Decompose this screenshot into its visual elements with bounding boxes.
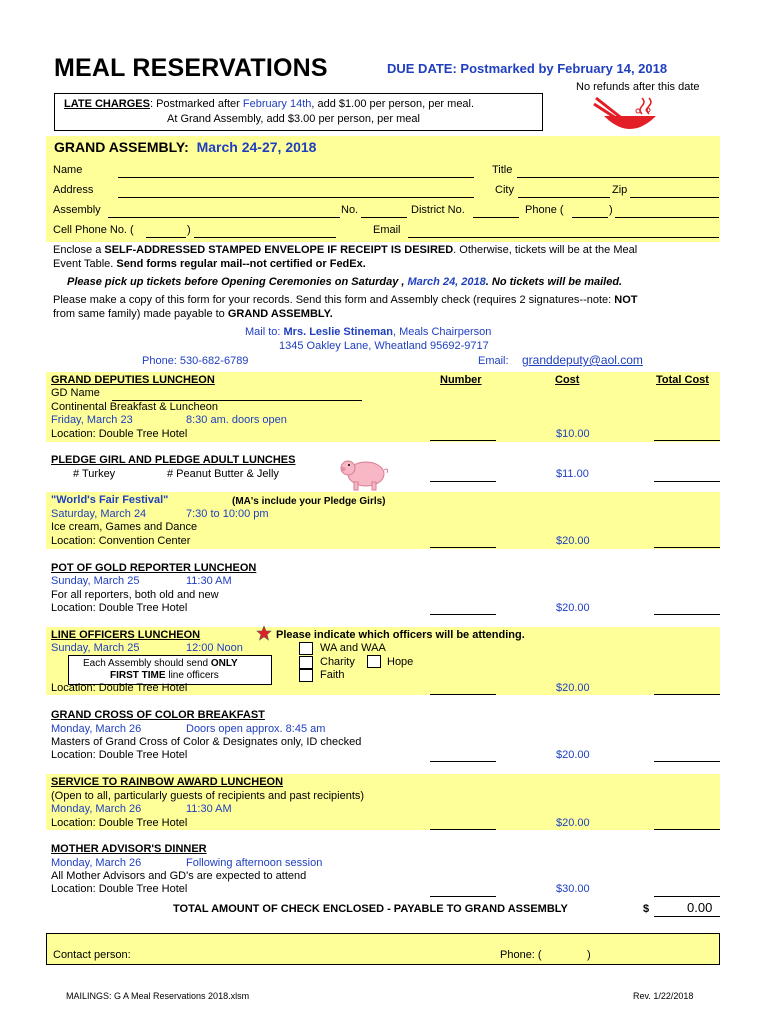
line-officers-total-field[interactable] — [654, 694, 720, 695]
assembly-label: Assembly — [53, 204, 101, 216]
line-officers-location: Location: Double Tree Hotel — [51, 682, 188, 694]
envelope-instruction-2: Event Table. Send forms regular mail--not certified or FedEx. — [53, 258, 366, 270]
contact-person-label: Contact person: — [53, 949, 131, 961]
total-amount: 0.00 — [687, 900, 713, 915]
charity-checkbox[interactable] — [299, 656, 313, 669]
name-label: Name — [53, 164, 83, 176]
page-title: MEAL RESERVATIONS — [54, 54, 328, 82]
copy-instruction-2: from same family) made payable to GRAND ASSEMBLY. — [53, 308, 333, 320]
contact-box — [46, 933, 720, 965]
gd-luncheon-time: 8:30 am. doors open — [186, 414, 287, 426]
gd-luncheon-desc: Continental Breakfast & Luncheon — [51, 401, 218, 413]
star-icon — [256, 625, 272, 641]
assembly-heading: GRAND ASSEMBLY: March 24-27, 2018 — [54, 139, 317, 155]
copy-instruction-1: Please make a copy of this form for your records. Send this form and Assembly check (requires 2 signatures--note: NOT — [53, 294, 638, 306]
line-officers-date: Sunday, March 25 — [51, 642, 140, 654]
worlds-fair-title: "World's Fair Festival" — [51, 494, 169, 506]
assembly-field[interactable] — [108, 217, 340, 218]
worlds-fair-time: 7:30 to 10:00 pm — [186, 508, 269, 520]
mail-email-label: Email: — [478, 355, 509, 367]
contact-phone-label: Phone: ( — [500, 949, 542, 961]
pledge-turkey: # Turkey — [73, 468, 116, 480]
line-officers-indicate: Please indicate which officers will be attending. — [276, 629, 525, 641]
no-refunds-note: No refunds after this date — [576, 81, 700, 93]
cell-phone-label: Cell Phone No. ( — [53, 224, 134, 236]
grand-cross-number-field[interactable] — [430, 761, 496, 762]
pot-of-gold-cost: $20.00 — [556, 602, 590, 614]
line-officers-note-2: FIRST TIME line officers — [110, 670, 219, 681]
gd-luncheon-date: Friday, March 23 — [51, 414, 133, 426]
faith-label: Faith — [320, 669, 345, 681]
address-field[interactable] — [118, 197, 474, 198]
title-label: Title — [492, 164, 513, 176]
phone-close: ) — [609, 204, 613, 216]
worlds-fair-desc: Ice cream, Games and Dance — [51, 521, 198, 533]
line-officers-note-1: Each Assembly should send ONLY — [83, 658, 238, 669]
rainbow-desc: (Open to all, particularly guests of recipients and past recipients) — [51, 790, 365, 802]
phone-field[interactable] — [615, 217, 719, 218]
pot-of-gold-time: 11:30 AM — [186, 575, 232, 587]
total-label: TOTAL AMOUNT OF CHECK ENCLOSED - PAYABLE TO GRAND ASSEMBLY — [173, 903, 568, 915]
grand-cross-time: Doors open approx. 8:45 am — [186, 723, 326, 735]
pledge-number-field[interactable] — [430, 481, 496, 482]
grand-cross-location: Location: Double Tree Hotel — [51, 749, 188, 761]
pot-of-gold-location: Location: Double Tree Hotel — [51, 602, 188, 614]
rainbow-total-field[interactable] — [654, 829, 720, 830]
name-field[interactable] — [118, 177, 474, 178]
title-field[interactable] — [517, 177, 719, 178]
mother-advisor-location: Location: Double Tree Hotel — [51, 883, 188, 895]
pledge-cost: $11.00 — [556, 468, 589, 480]
email-field[interactable] — [408, 237, 719, 238]
gd-luncheon-number-field[interactable] — [430, 440, 496, 441]
gd-luncheon-cost: $10.00 — [556, 428, 590, 440]
city-label: City — [495, 184, 514, 196]
wa-waa-checkbox[interactable] — [299, 642, 313, 655]
due-date: DUE DATE: Postmarked by February 14, 2018 — [387, 61, 668, 76]
zip-field[interactable] — [630, 197, 719, 198]
line-officers-title: LINE OFFICERS LUNCHEON — [51, 629, 201, 641]
worlds-fair-number-field[interactable] — [430, 547, 496, 548]
grand-cross-title: GRAND CROSS OF COLOR BREAKFAST — [51, 709, 265, 721]
pot-of-gold-desc: For all reporters, both old and new — [51, 589, 219, 601]
mail-email-link[interactable]: granddeputy@aol.com — [522, 353, 643, 367]
charity-label: Charity — [320, 656, 355, 668]
mail-to: Mail to: Mrs. Leslie Stineman, Meals Chairperson — [245, 326, 492, 338]
hope-label: Hope — [387, 656, 414, 668]
rainbow-time: 11:30 AM — [186, 803, 232, 815]
grand-cross-cost: $20.00 — [556, 749, 590, 761]
mother-advisor-title: MOTHER ADVISOR'S DINNER — [51, 843, 207, 855]
gd-luncheon-title: GRAND DEPUTIES LUNCHEON — [51, 374, 215, 386]
gd-luncheon-total-field[interactable] — [654, 440, 720, 441]
rainbow-date: Monday, March 26 — [51, 803, 142, 815]
pledge-total-field[interactable] — [654, 481, 720, 482]
email-label: Email — [373, 224, 401, 236]
mother-advisor-date: Monday, March 26 — [51, 857, 142, 869]
late-charges-line1: LATE CHARGES: Postmarked after February 14th, add $1.00 per person, per meal. — [64, 98, 475, 110]
envelope-instruction-1: Enclose a SELF-ADDRESSED STAMPED ENVELOPE IF RECEIPT IS DESIRED. Otherwise, tickets will be at the Meal — [53, 244, 638, 256]
grand-cross-desc: Masters of Grand Cross of Color & Designates only, ID checked — [51, 736, 362, 748]
district-no-label: District No. — [411, 204, 465, 216]
phone-label: Phone ( — [525, 204, 564, 216]
mail-address: 1345 Oakley Lane, Wheatland 95692-9717 — [279, 340, 489, 352]
pot-of-gold-title: POT OF GOLD REPORTER LUNCHEON — [51, 562, 257, 574]
assembly-no-field[interactable] — [361, 217, 407, 218]
gd-luncheon-location: Location: Double Tree Hotel — [51, 428, 188, 440]
contact-phone-close: ) — [587, 949, 591, 961]
grand-cross-date: Monday, March 26 — [51, 723, 142, 735]
total-amount-line — [654, 916, 720, 917]
mother-advisor-desc: All Mother Advisors and GD's are expected to attend — [51, 870, 307, 882]
worlds-fair-note: (MA's include your Pledge Girls) — [232, 496, 386, 507]
line-officers-number-field[interactable] — [430, 694, 496, 695]
city-field[interactable] — [518, 197, 610, 198]
pickup-instruction: Please pick up tickets before Opening Ceremonies on Saturday , March 24, 2018. No tickets will be mailed. — [67, 276, 623, 288]
phone-area-field[interactable] — [572, 217, 608, 218]
pig-icon — [340, 452, 390, 492]
district-no-field[interactable] — [473, 217, 519, 218]
pledge-title: PLEDGE GIRL AND PLEDGE ADULT LUNCHES — [51, 454, 296, 466]
assembly-no-label: No. — [341, 204, 359, 216]
footer-file: MAILINGS: G A Meal Reservations 2018.xlsm — [66, 991, 250, 1001]
mother-advisor-cost: $30.00 — [556, 883, 590, 895]
col-total: Total Cost — [656, 374, 709, 386]
cell-area-field[interactable] — [146, 237, 186, 238]
col-number: Number — [440, 374, 482, 386]
cell-phone-field[interactable] — [194, 237, 336, 238]
worlds-fair-total-field[interactable] — [654, 547, 720, 548]
mother-advisor-time: Following afternoon session — [186, 857, 323, 869]
rainbow-location: Location: Double Tree Hotel — [51, 817, 188, 829]
line-officers-time: 12:00 Noon — [186, 642, 243, 654]
gd-name-label: GD Name — [51, 387, 100, 399]
rainbow-number-field[interactable] — [430, 829, 496, 830]
faith-checkbox[interactable] — [299, 669, 313, 682]
footer-rev: Rev. 1/22/2018 — [633, 991, 694, 1001]
pledge-pbj: # Peanut Butter & Jelly — [167, 468, 279, 480]
col-cost: Cost — [555, 374, 580, 386]
mother-advisor-total-field[interactable] — [654, 896, 720, 897]
worlds-fair-location: Location: Convention Center — [51, 535, 191, 547]
pot-of-gold-number-field[interactable] — [430, 614, 496, 615]
worlds-fair-date: Saturday, March 24 — [51, 508, 147, 520]
rainbow-title: SERVICE TO RAINBOW AWARD LUNCHEON — [51, 776, 284, 788]
grand-cross-total-field[interactable] — [654, 761, 720, 762]
mail-phone: Phone: 530-682-6789 — [142, 355, 249, 367]
late-charges-line2: At Grand Assembly, add $3.00 per person, per meal — [167, 113, 420, 125]
pot-of-gold-total-field[interactable] — [654, 614, 720, 615]
worlds-fair-cost: $20.00 — [556, 535, 590, 547]
mother-advisor-number-field[interactable] — [430, 896, 496, 897]
hope-checkbox[interactable] — [367, 655, 381, 668]
wa-waa-label: WA and WAA — [320, 642, 386, 654]
line-officers-cost: $20.00 — [556, 682, 590, 694]
cell-phone-close: ) — [187, 224, 191, 236]
pot-of-gold-date: Sunday, March 25 — [51, 575, 140, 587]
rainbow-cost: $20.00 — [556, 817, 590, 829]
total-currency: $ — [643, 903, 650, 915]
address-label: Address — [53, 184, 94, 196]
zip-label: Zip — [612, 184, 628, 196]
